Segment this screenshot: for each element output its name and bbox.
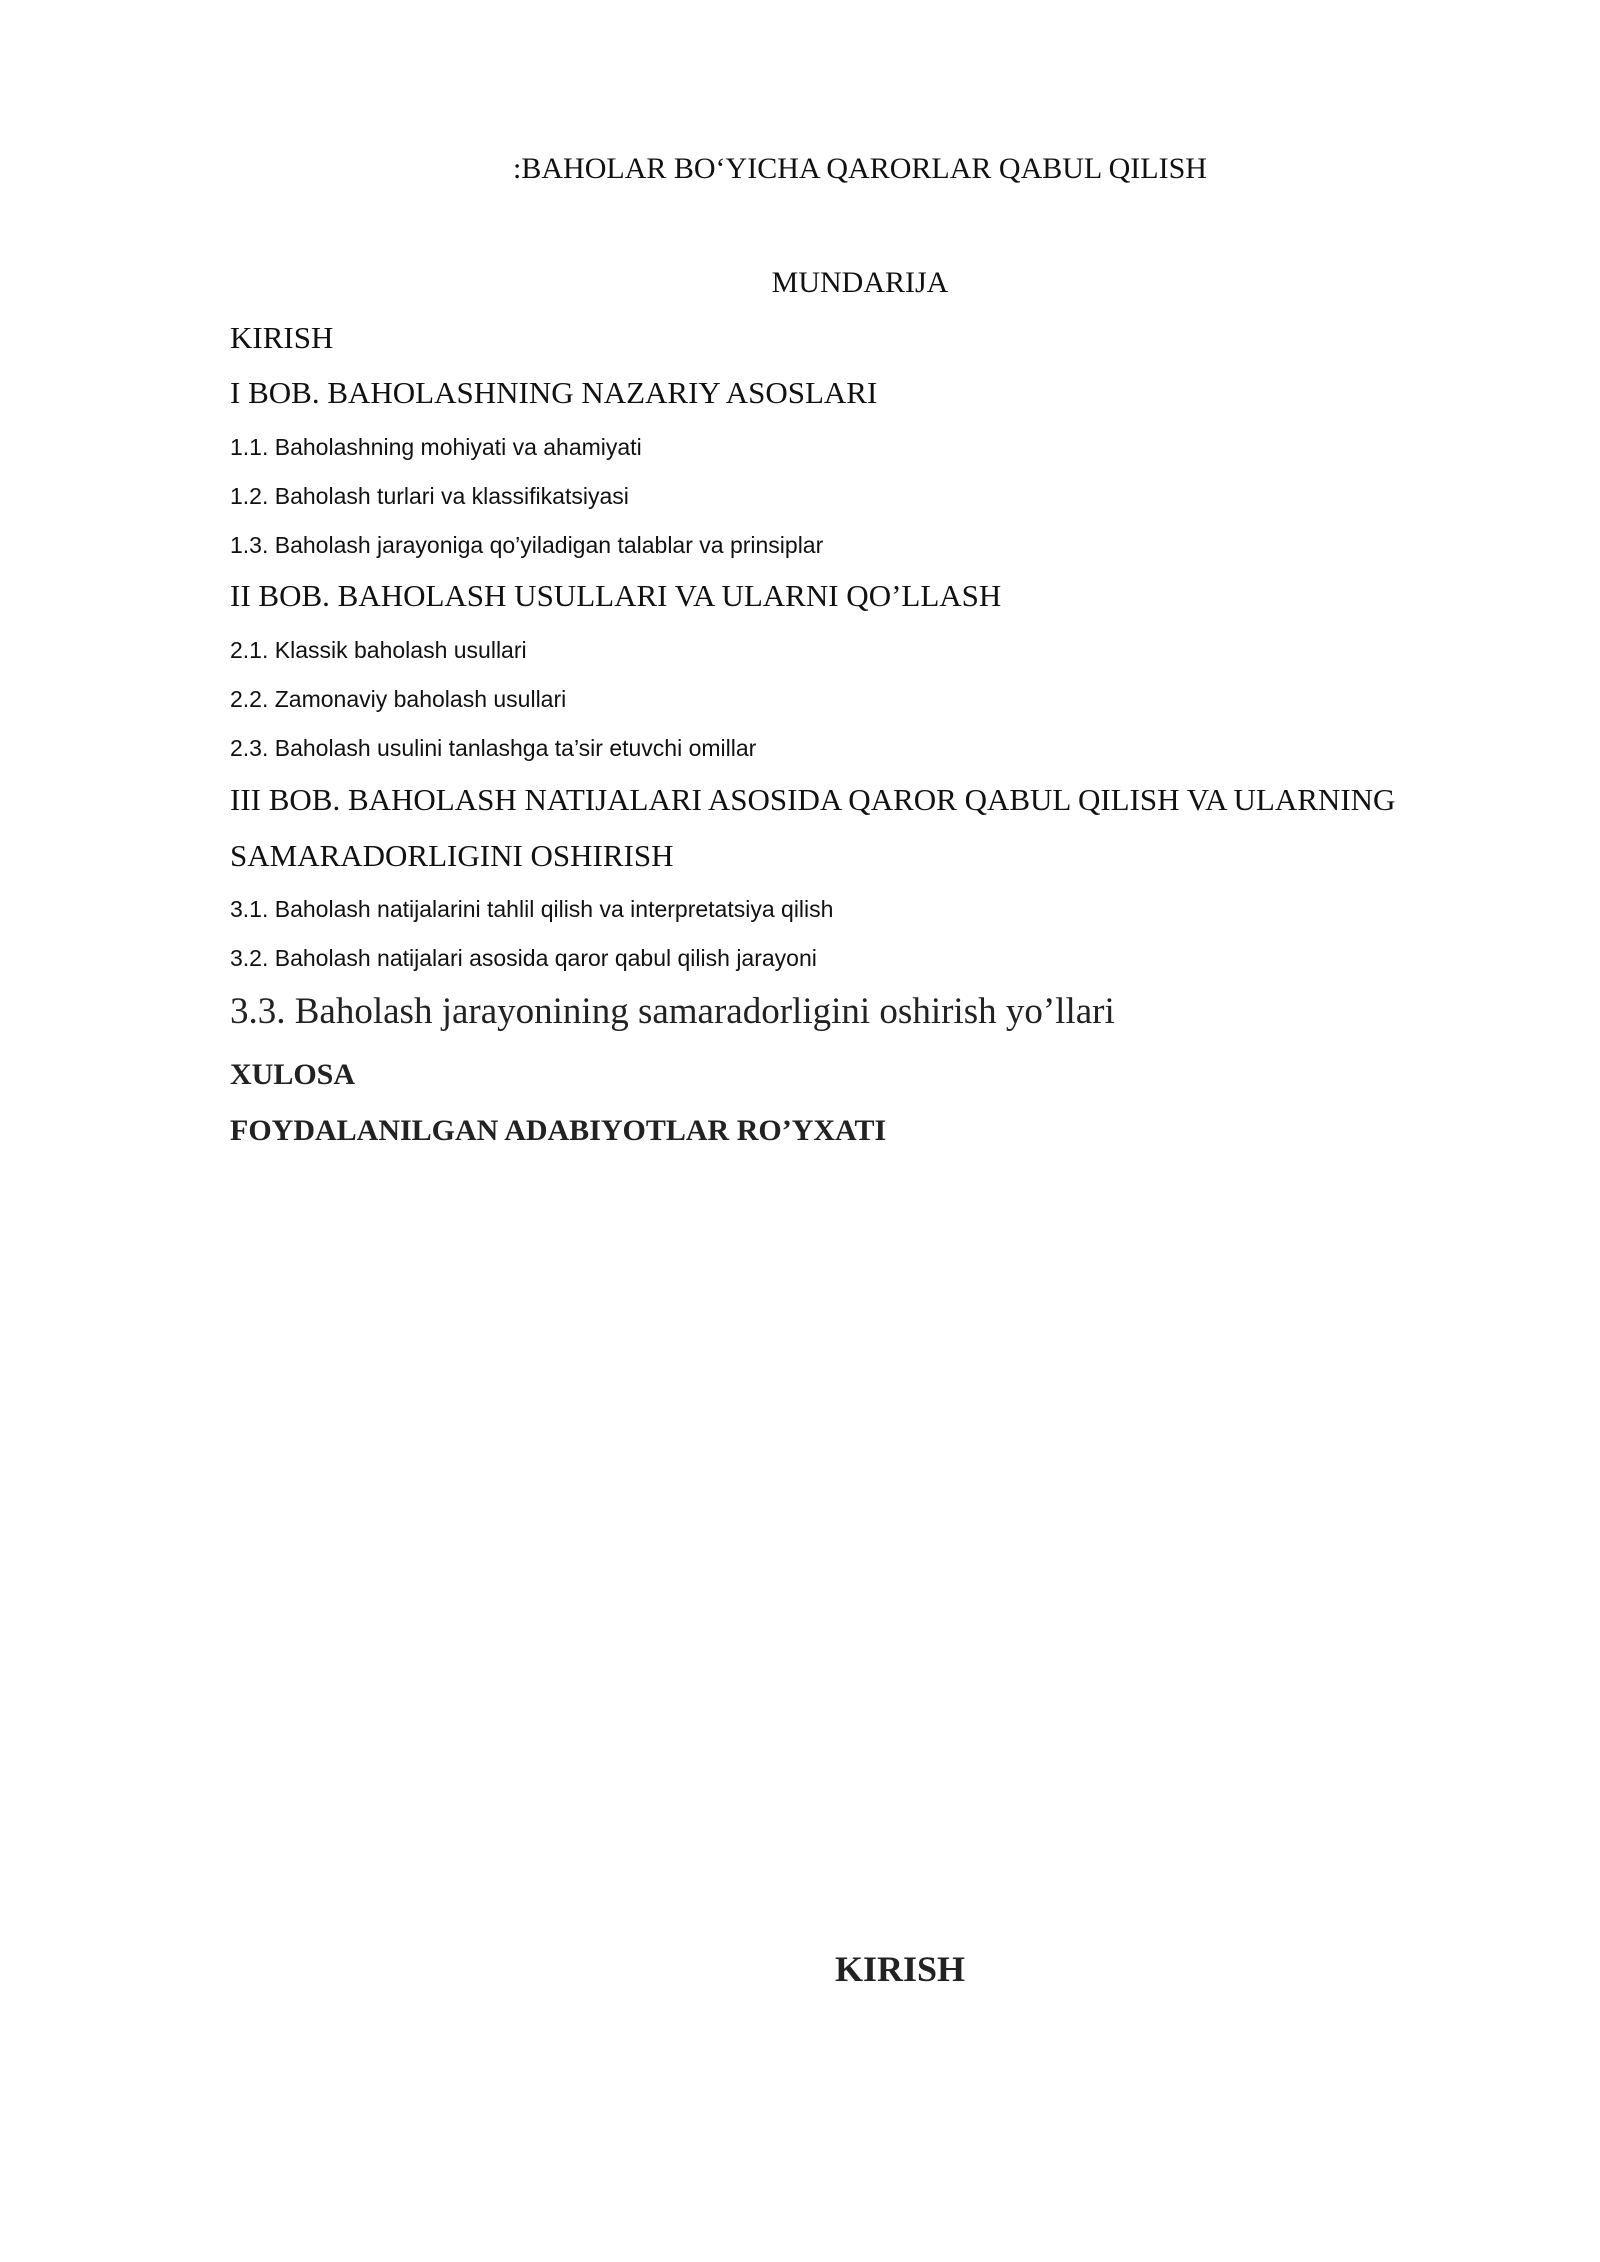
toc-section-3-3: 3.3. Baholash jarayonining samaradorligini oshirish yo’llari <box>230 991 1115 1032</box>
toc-section-2-3: 2.3. Baholash usulini tanlashga ta’sir etuvchi omillar <box>230 735 757 761</box>
toc-chapter-3-line-2: SAMARADORLIGINI OSHIRISH <box>230 838 674 873</box>
toc-chapter-1: I BOB. BAHOLASHNING NAZARIY ASOSLARI <box>230 375 878 410</box>
toc-section-1-1: 1.1. Baholashning mohiyati va ahamiyati <box>230 434 642 460</box>
toc-chapter-3-line-1: III BOB. BAHOLASH NATIJALARI ASOSIDA QAROR QABUL QILISH VA ULARNING <box>230 782 1396 817</box>
toc-section-3-2: 3.2. Baholash natijalari asosida qaror qabul qilish jarayoni <box>230 945 817 971</box>
toc-chapter-2: II BOB. BAHOLASH USULLARI VA ULARNI QO’LLASH <box>230 578 1002 613</box>
toc-section-2-1: 2.1. Klassik baholash usullari <box>230 637 527 663</box>
toc-heading: MUNDARIJA <box>771 266 949 299</box>
intro-heading: KIRISH <box>834 1949 966 1989</box>
toc-section-1-2: 1.2. Baholash turlari va klassifikatsiyasi <box>230 483 629 509</box>
toc-item-references: FOYDALANILGAN ADABIYOTLAR RO’YXATI <box>230 1114 887 1147</box>
toc-item-kirish: KIRISH <box>230 320 334 355</box>
document-title: :BAHOLAR BO‘YICHA QARORLAR QABUL QILISH <box>513 152 1207 185</box>
toc-item-xulosa: XULOSA <box>230 1058 356 1091</box>
toc-section-1-3: 1.3. Baholash jarayoniga qo’yiladigan talablar va prinsiplar <box>230 532 824 558</box>
toc-section-2-2: 2.2. Zamonaviy baholash usullari <box>230 686 567 712</box>
toc-section-3-1: 3.1. Baholash natijalarini tahlil qilish va interpretatsiya qilish <box>230 896 834 922</box>
